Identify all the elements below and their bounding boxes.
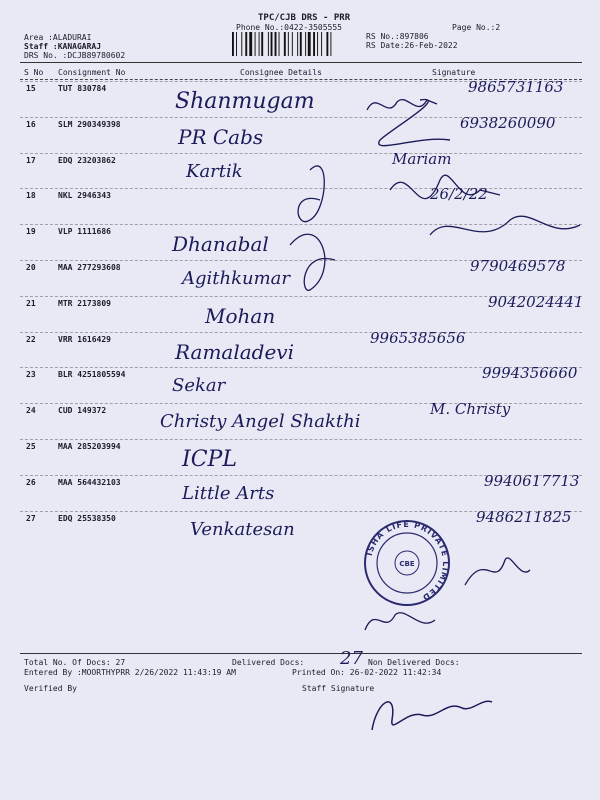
row-sno: 21 bbox=[26, 298, 36, 308]
row-consignment-number: VRR 1616429 bbox=[58, 334, 111, 344]
page-number: Page No.:2 bbox=[452, 23, 501, 32]
row15-signature-scribble bbox=[362, 90, 442, 120]
row-consignee-handwriting: Ramaladevi bbox=[175, 339, 294, 364]
rs-date: RS Date:26-Feb-2022 bbox=[366, 41, 458, 50]
row-sno: 17 bbox=[26, 155, 36, 165]
row-signature-note: 9965385656 bbox=[370, 328, 466, 347]
row-separator bbox=[20, 439, 582, 440]
row-consignment-number: NKL 2946343 bbox=[58, 191, 111, 201]
row-signature-note: Mariam bbox=[392, 149, 452, 168]
row-signature-note: 9042024441 bbox=[488, 292, 584, 311]
phone-number: Phone No.:0422-3505555 bbox=[236, 23, 342, 32]
row-signature-note: 9940617713 bbox=[484, 471, 580, 490]
stamp-ring-text: ISHA LIFE PRIVATE LIMITED bbox=[364, 519, 451, 603]
row-signature-note: 9486211825 bbox=[476, 507, 572, 526]
stamp-center-text: CBE bbox=[399, 560, 415, 568]
row-signature-note: M. Christy bbox=[430, 400, 511, 419]
header-rule-top bbox=[20, 62, 582, 63]
row-sno: 20 bbox=[26, 263, 36, 272]
row-consignee-handwriting: Dhanabal bbox=[172, 232, 269, 257]
row-consignee-handwriting: Shanmugam bbox=[175, 89, 315, 114]
row-consignment-number: MAA 564432103 bbox=[58, 477, 121, 487]
row-consignment-number: EDQ 25538350 bbox=[58, 513, 116, 523]
row-sno: 26 bbox=[26, 477, 36, 487]
staff-signature-scribble bbox=[362, 680, 502, 740]
col-header-consignee: Consignee Details bbox=[240, 68, 322, 77]
row-consignee-handwriting: Little Arts bbox=[182, 482, 275, 504]
row-sno: 16 bbox=[26, 119, 36, 129]
row-consignment-number: TUT 830784 bbox=[58, 84, 107, 93]
col-header-consignment: Consignment No bbox=[58, 68, 126, 77]
row-consignee-handwriting: Agithkumar bbox=[182, 268, 291, 289]
delivered-docs-label: Delivered Docs: bbox=[232, 658, 305, 667]
row-sno: 24 bbox=[26, 406, 36, 416]
delivered-docs-count: 27 bbox=[340, 648, 363, 669]
row-sno: 15 bbox=[26, 84, 36, 93]
row-consignment-number: MAA 277293608 bbox=[58, 263, 121, 272]
row-consignment-number: BLR 4251805594 bbox=[58, 370, 126, 380]
row-consignee-handwriting: Christy Angel Shakthi bbox=[160, 411, 361, 433]
row-separator bbox=[20, 332, 582, 333]
company-stamp bbox=[362, 518, 452, 608]
verified-by-label: Verified By bbox=[24, 684, 77, 693]
row-sno: 27 bbox=[26, 513, 36, 523]
col-header-sno: S No bbox=[24, 68, 44, 77]
row-consignment-number: SLM 290349398 bbox=[58, 119, 121, 129]
row-consignee-handwriting: Kartik bbox=[186, 160, 243, 182]
row-sno: 19 bbox=[26, 227, 36, 237]
row-consignee-handwriting: Sekar bbox=[172, 375, 226, 397]
row-consignee-handwriting: Venkatesan bbox=[190, 518, 295, 540]
row-consignment-number: MTR 2173809 bbox=[58, 298, 111, 308]
row-signature-note: 9994356660 bbox=[482, 364, 578, 383]
col-header-signature: Signature bbox=[432, 68, 476, 77]
row-consignment-number: MAA 285203994 bbox=[58, 442, 121, 451]
barcode bbox=[232, 32, 360, 56]
total-docs: Total No. Of Docs: 27 bbox=[24, 658, 126, 667]
entered-by: Entered By :MOORTHYPRR 2/26/2022 11:43:19 AM bbox=[24, 668, 236, 677]
row26-signature-scribble bbox=[455, 545, 535, 595]
row-signature-note: 9790469578 bbox=[470, 257, 566, 275]
handwritten-signature-scribbles bbox=[280, 150, 600, 300]
staff-signature-label: Staff Signature bbox=[302, 684, 375, 693]
drs-number: DRS No. :DCJB89780602 bbox=[24, 51, 126, 60]
document-title: TPC/CJB DRS - PRR bbox=[258, 13, 351, 23]
row-consignee-handwriting: Mohan bbox=[205, 303, 276, 328]
printed-on: Printed On: 26-02-2022 11:42:34 bbox=[292, 668, 442, 677]
row-consignee-handwriting: ICPL bbox=[182, 447, 237, 472]
staff-label: Staff :KANAGARAJ bbox=[24, 42, 102, 51]
row-sno: 18 bbox=[26, 191, 36, 201]
row-sno: 25 bbox=[26, 442, 36, 451]
rs-number: RS No.:897806 bbox=[366, 32, 429, 41]
non-delivered-docs-label: Non Delivered Docs: bbox=[368, 658, 460, 667]
row-consignment-number: CUD 149372 bbox=[58, 406, 107, 416]
area-label: Area :ALADURAI bbox=[24, 33, 92, 42]
row-consignment-number: VLP 1111686 bbox=[58, 227, 111, 237]
row-signature-note: 6938260090 bbox=[460, 113, 556, 132]
row-signature-note: 26/2/22 bbox=[430, 185, 488, 204]
row-consignment-number: EDQ 23203862 bbox=[58, 155, 116, 165]
row-sno: 23 bbox=[26, 370, 36, 380]
row-sno: 22 bbox=[26, 334, 36, 344]
row-signature-note: 9865731163 bbox=[468, 78, 564, 96]
row-consignee-handwriting: PR Cabs bbox=[178, 124, 264, 149]
footer-rule bbox=[20, 653, 582, 654]
